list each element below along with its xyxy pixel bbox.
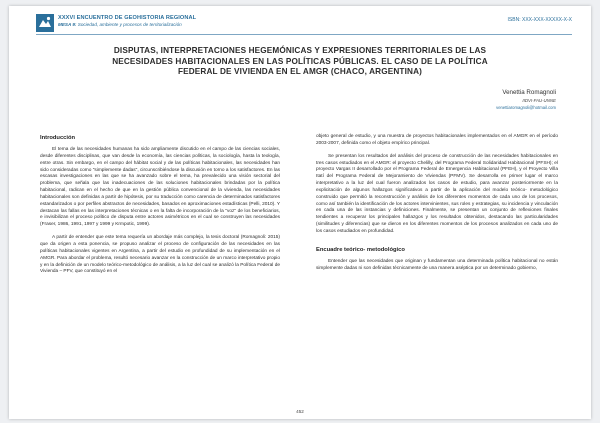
author-block (496, 88, 556, 111)
author-name: Venettia Romagnoli (502, 89, 556, 96)
mesa-text: Sociedad, ambiente y procesos de territorialización (77, 22, 182, 27)
body-paragraph: Se presentan los resultados del análisis del proceso de construcción de las necesidades habitacionales en tres casos estudiados en el AMGR: el proyecto Chelilly, del Programa Federal Solidaridad Habitacional (PFSH); el proyecto Vargas II desarrollado por el Programa Federal de Emergencia Habitacional (PFEH), y el Proyecto Villa Itatí del Programa Federal de Mejoramiento de Viviendas (PFMV). Se desarrolla en primer lugar el marco interpretativo a la luz del cual fueron analizados los casos de estudio, para avanzar posteriormente en la explicitación de algunos hallazgos significativos a partir de la aplicación del modelo teórico- metodológico construido que permitió la reconstrucción y análisis de los diferentes momentos de cada uno de los procesos, como así también la identificación de los actores intervinientes, sus roles y estrategias, su incidencia y vinculación en cada una de las instancias y definiciones. Finalmente, se presentan un conjunto de reflexiones finales tendientes a recuperar los principales hallazgos y los resultados obtenidos, destacando las particularidades (similitudes y diferencias) que se dieron en los diferentes momentos de los procesos analizados en cada uno de los casos estudiados en profundidad. (316, 153, 558, 234)
section-heading-introduccion: Introducción (40, 135, 76, 141)
body-paragraph: El tema de las necesidades humanas ha sido ampliamente discutido en el campo de las ciencias sociales, desde diferentes disciplinas, que van desde la economía, las ciencias políticas, la sociología, hasta la teología, entre otras. Sin embargo, en el campo del hábitat social y de las políticas habitacionales, las necesidades han sido consideradas como "simplemente dadas", circunscribiéndose la discusión en torno a los satisfactores. En las escasas investigaciones en las que se ha avanzado sobre el tema, ha prevalecido una visión sectorial del problema, que señala que las inadecuaciones de las soluciones habitacionales brindadas por la política habitacional, radican en el hecho de que en la gestión pública convencional de la vivienda, las necesidades habitacionales son definidas a partir de hipótesis, por su traducción como carencia de determinados satisfactores estandarizados o por perfiles abstractos de necesidades, basados en aproximaciones estadísticas (Pelli, 2010). Y destacan las fallas en las interpretaciones técnicas o en la falta de incorporación de la "voz" de los beneficiarios, e invisibilizan el proceso político de disputa entre actores asimétricos en el cual se construyen las necesidades (Fraser, 1986, 1991, 1997 y 1999 y Krmpotic, 1999). (40, 147, 280, 228)
conference-logo-icon (36, 14, 54, 32)
section-heading-encuadre: Encuadre teórico- metodológico (316, 246, 405, 253)
author-email: venettiaromagnoli@hotmail.com (496, 105, 556, 110)
paper-title: DISPUTAS, INTERPRETACIONES HEGEMÓNICAS Y EXPRESIONES TERRITORIALES DE LAS NECESIDADES HABITACIONALES EN LAS POLÍTICAS PÚBLICAS. EL CASO DE LA POLÍTICA FEDERAL DE VIVIENDA EN EL AMGR (CHACO, ARGENTINA) (112, 46, 488, 77)
mesa-label: MESA 9: (58, 22, 77, 27)
body-paragraph: A partir de entender que este tema requería un abordaje más complejo, la tesis doctoral (Romagnoli: 2015) que da origen a esta ponencia, se propuso analizar el proceso de configuración de las necesidades en las políticas habitacionales vigentes en Argentina, a partir del estudio en profundidad de su implementación en el AMGR. Para abordar el problema, resultó necesario avanzar en la construcción de un marco interpretativo propio y en la definición de un modelo teórico-metodológico de análisis, a la luz del cual se analizó la Política Federal de Vivienda – PFV, que constituyó en el (40, 235, 280, 275)
body-paragraph: Entender que las necesidades que originan y fundamentan una determinada política habitacional no están simplemente dadas ni son definidas técnicamente de una manera aséptica por un determinado gobierno, (316, 258, 558, 271)
right-column (316, 134, 558, 279)
body-paragraph: objeto general de estudio, y una muestra de proyectos habitacionales implementados en el AMGR en el período 2003-2007, definida como el objeto empírico principal. (316, 134, 558, 146)
isbn-label: ISBN: XXX-XXX-XXXXX-X-X (507, 17, 572, 23)
left-column (40, 134, 280, 282)
author-affiliation: IIDVI-FAU-UNNE (522, 98, 556, 103)
paper-page (9, 6, 591, 419)
page-number: 452 (296, 409, 304, 414)
running-header (36, 14, 572, 36)
conference-title: XXXVI ENCUENTRO DE GEOHISTORIA REGIONAL (58, 15, 197, 21)
header-divider (36, 34, 572, 35)
mesa-line (58, 22, 196, 28)
